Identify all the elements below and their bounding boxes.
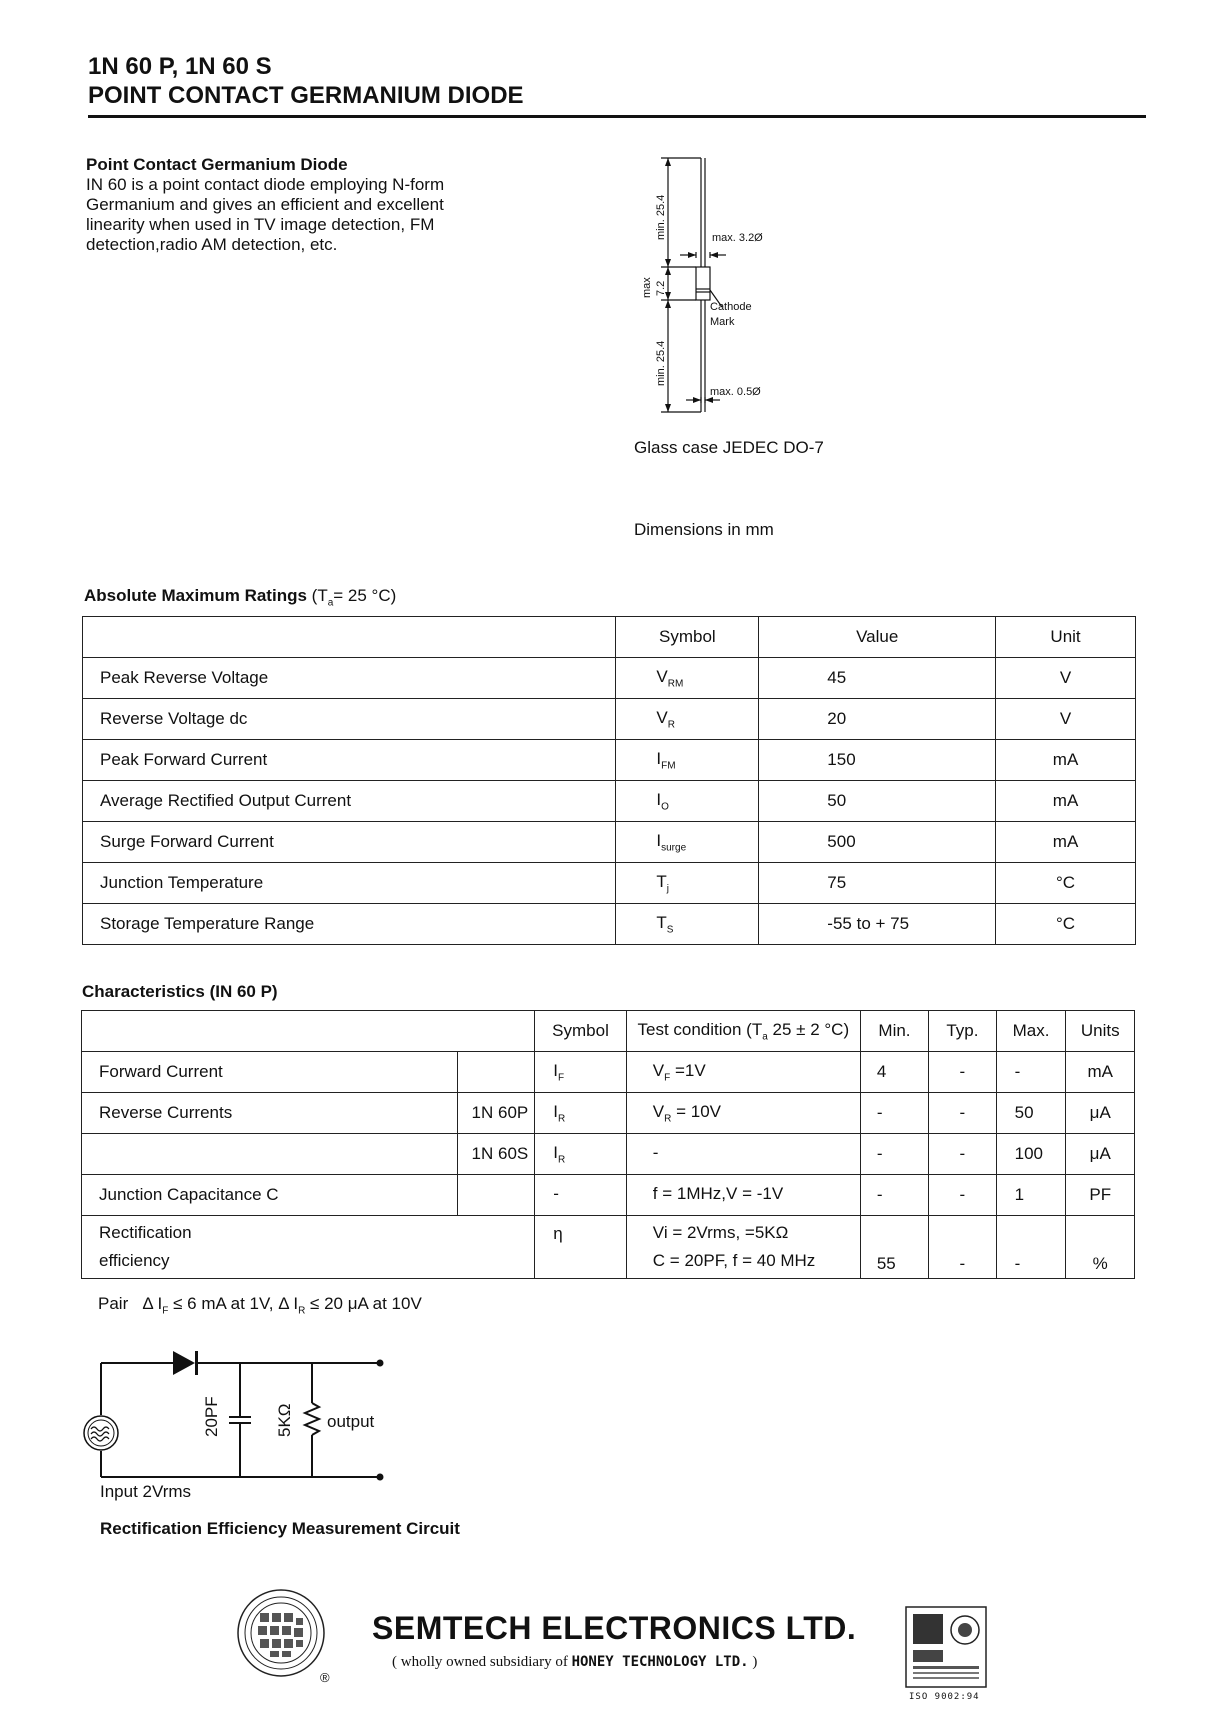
condition-cell: Vi = 2Vrms, =5KΩ C = 20PF, f = 40 MHz bbox=[626, 1216, 860, 1279]
symbol-cell: $I_F$ bbox=[535, 1052, 627, 1093]
intro-line: IN 60 is a point contact diode employing N-form bbox=[86, 175, 445, 194]
table-row bbox=[83, 781, 1136, 822]
cathode-label: Mark bbox=[710, 316, 735, 328]
symbol-cell: $T_S$ bbox=[616, 904, 759, 945]
condition-cell: f = 1MHz,V = -1V bbox=[626, 1175, 860, 1216]
table-row bbox=[83, 699, 1136, 740]
symbol-cell: $I_O$ bbox=[616, 781, 759, 822]
param-cell: Junction Temperature bbox=[83, 863, 616, 904]
table-row bbox=[83, 904, 1136, 945]
resistor-label: 5KΩ bbox=[275, 1403, 294, 1437]
pair-text: ≤ 6 mA at 1V, Δ I bbox=[168, 1294, 299, 1313]
title-part-numbers: 1N 60 P, 1N 60 S bbox=[88, 53, 272, 80]
pair-text: ≤ 20 μA at 10V bbox=[305, 1294, 422, 1313]
intro-block bbox=[86, 155, 506, 255]
unit-cell: V bbox=[996, 658, 1136, 699]
unit-cell: % bbox=[1066, 1216, 1135, 1279]
table-row bbox=[83, 740, 1136, 781]
unit-cell: mA bbox=[996, 822, 1136, 863]
value-cell: 20 bbox=[759, 699, 996, 740]
parent-company: HONEY TECHNOLOGY LTD. bbox=[571, 1654, 749, 1670]
param-cell: Reverse Currents bbox=[82, 1093, 458, 1134]
subsidiary-text: ) bbox=[752, 1654, 758, 1670]
intro-line: detection,radio AM detection, etc. bbox=[86, 235, 338, 254]
dim-lead-bottom: min. 25.4 bbox=[655, 340, 667, 386]
param-cell: Surge Forward Current bbox=[83, 822, 616, 863]
max-cell: - bbox=[996, 1216, 1066, 1279]
condition-cell: - bbox=[626, 1134, 860, 1175]
param-cell: Forward Current bbox=[82, 1052, 458, 1093]
param-cell: Junction Capacitance C bbox=[82, 1175, 458, 1216]
value-cell: 500 bbox=[759, 822, 996, 863]
param-cell bbox=[82, 1134, 458, 1175]
unit-cell: mA bbox=[996, 740, 1136, 781]
dim-lead-diameter: max. 0.5Ø bbox=[710, 386, 761, 398]
unit-cell: μA bbox=[1066, 1134, 1135, 1175]
param-cell: Rectification efficiency bbox=[82, 1216, 535, 1279]
ratings-cond-post: = 25 °C) bbox=[333, 586, 397, 605]
dim-lead-top: min. 25.4 bbox=[655, 194, 667, 240]
condition-cell: $V_R = 10V$ bbox=[626, 1093, 860, 1134]
value-cell: 50 bbox=[759, 781, 996, 822]
page-title bbox=[88, 52, 524, 110]
symbol-cell: $I_{FM}$ bbox=[616, 740, 759, 781]
min-cell: - bbox=[860, 1175, 928, 1216]
variant-cell: 1N 60S bbox=[457, 1134, 535, 1175]
iso-certification-logo bbox=[905, 1606, 987, 1702]
input-label: Input 2Vrms bbox=[100, 1482, 192, 1501]
typ-cell: - bbox=[929, 1134, 996, 1175]
dim-body-max: max bbox=[641, 277, 653, 298]
typ-cell: - bbox=[929, 1175, 996, 1216]
header-min: Min. bbox=[860, 1011, 928, 1052]
symbol-cell: $T_j$ bbox=[616, 863, 759, 904]
intro-heading: Point Contact Germanium Diode bbox=[86, 155, 348, 174]
ratings-cond-sub: a bbox=[327, 597, 334, 609]
min-cell: 55 bbox=[860, 1216, 928, 1279]
typ-cell: - bbox=[929, 1052, 996, 1093]
package-case-note: Glass case JEDEC DO-7 bbox=[634, 438, 824, 457]
table-row bbox=[82, 1052, 1135, 1093]
pair-text: Δ I bbox=[142, 1294, 163, 1313]
characteristics-table bbox=[81, 1010, 1135, 1279]
unit-cell: PF bbox=[1066, 1175, 1135, 1216]
max-cell: 50 bbox=[996, 1093, 1066, 1134]
header-max: Max. bbox=[996, 1011, 1066, 1052]
table-row bbox=[83, 863, 1136, 904]
unit-cell: °C bbox=[996, 904, 1136, 945]
ratings-title bbox=[84, 586, 396, 608]
table-header-row bbox=[82, 1011, 1135, 1052]
max-cell: 1 bbox=[996, 1175, 1066, 1216]
output-label: output bbox=[327, 1412, 375, 1431]
characteristics-title: Characteristics (IN 60 P) bbox=[82, 982, 278, 1001]
header-value: Value bbox=[759, 617, 996, 658]
table-row bbox=[83, 822, 1136, 863]
table-row bbox=[82, 1093, 1135, 1134]
symbol-cell: η bbox=[535, 1216, 627, 1279]
symbol-cell: $I_R$ bbox=[535, 1134, 627, 1175]
value-cell: -55 to + 75 bbox=[759, 904, 996, 945]
header-symbol: Symbol bbox=[535, 1011, 627, 1052]
min-cell: 4 bbox=[860, 1052, 928, 1093]
unit-cell: °C bbox=[996, 863, 1136, 904]
param-cell: Peak Reverse Voltage bbox=[83, 658, 616, 699]
symbol-cell: $V_R$ bbox=[616, 699, 759, 740]
dimensions-note: Dimensions in mm bbox=[634, 520, 774, 539]
package-outline-drawing bbox=[640, 150, 800, 420]
table-row bbox=[82, 1216, 1135, 1279]
max-cell: 100 bbox=[996, 1134, 1066, 1175]
value-cell: 75 bbox=[759, 863, 996, 904]
ratings-table bbox=[82, 616, 1136, 945]
pair-note: Pair Δ $I_F \le 6$ mA at 1V, Δ $I_R \le 20$ μA at 10V bbox=[98, 1294, 422, 1317]
param-cell: Storage Temperature Range bbox=[83, 904, 616, 945]
header-units: Units bbox=[1066, 1011, 1135, 1052]
typ-cell: - bbox=[929, 1093, 996, 1134]
pair-label: Pair bbox=[98, 1294, 129, 1313]
header-unit: Unit bbox=[996, 617, 1136, 658]
header-typ: Typ. bbox=[929, 1011, 996, 1052]
unit-cell: mA bbox=[1066, 1052, 1135, 1093]
symbol-cell: $V_{RM}$ bbox=[616, 658, 759, 699]
param-cell: Reverse Voltage dc bbox=[83, 699, 616, 740]
company-name: SEMTECH ELECTRONICS LTD. bbox=[372, 1610, 857, 1646]
value-cell: 45 bbox=[759, 658, 996, 699]
registered-mark: ® bbox=[320, 1670, 330, 1685]
dim-body-length: 7.2 bbox=[655, 280, 667, 296]
symbol-cell: $I_{surge}$ bbox=[616, 822, 759, 863]
typ-cell: - bbox=[929, 1216, 996, 1279]
unit-cell: V bbox=[996, 699, 1136, 740]
variant-cell bbox=[457, 1175, 535, 1216]
condition-cell: $V_F =1V$ bbox=[626, 1052, 860, 1093]
min-cell: - bbox=[860, 1134, 928, 1175]
unit-cell: mA bbox=[996, 781, 1136, 822]
header-test-condition: Test condition ($T_a$ 25 ± 2 °C) bbox=[626, 1011, 860, 1052]
variant-cell: 1N 60P bbox=[457, 1093, 535, 1134]
subsidiary-text: ( wholly owned subsidiary of bbox=[392, 1654, 568, 1670]
ratings-cond: (T bbox=[311, 586, 328, 605]
table-row bbox=[83, 658, 1136, 699]
header-symbol: Symbol bbox=[616, 617, 759, 658]
table-row bbox=[82, 1134, 1135, 1175]
subsidiary-note bbox=[392, 1654, 757, 1671]
table-header-row bbox=[83, 617, 1136, 658]
param-cell: Average Rectified Output Current bbox=[83, 781, 616, 822]
table-row bbox=[82, 1175, 1135, 1216]
cathode-label: Cathode bbox=[710, 301, 752, 313]
variant-cell bbox=[457, 1052, 535, 1093]
symbol-cell: - bbox=[535, 1175, 627, 1216]
value-cell: 150 bbox=[759, 740, 996, 781]
min-cell: - bbox=[860, 1093, 928, 1134]
capacitor-label: 20PF bbox=[202, 1396, 221, 1437]
measurement-circuit bbox=[80, 1345, 400, 1490]
diode-icon bbox=[173, 1351, 195, 1375]
param-cell: Peak Forward Current bbox=[83, 740, 616, 781]
dim-body-diameter: max. 3.2Ø bbox=[712, 232, 763, 244]
unit-cell: μA bbox=[1066, 1093, 1135, 1134]
iso-label: ISO 9002:94 bbox=[909, 1692, 980, 1702]
intro-line: linearity when used in TV image detection, FM bbox=[86, 215, 435, 234]
intro-line: Germanium and gives an efficient and excellent bbox=[86, 195, 444, 214]
title-description: POINT CONTACT GERMANIUM DIODE bbox=[88, 82, 524, 109]
ratings-title-text: Absolute Maximum Ratings bbox=[84, 586, 307, 605]
title-rule bbox=[88, 115, 1146, 118]
circuit-title: Rectification Efficiency Measurement Circuit bbox=[100, 1519, 460, 1538]
symbol-cell: $I_R$ bbox=[535, 1093, 627, 1134]
max-cell: - bbox=[996, 1052, 1066, 1093]
